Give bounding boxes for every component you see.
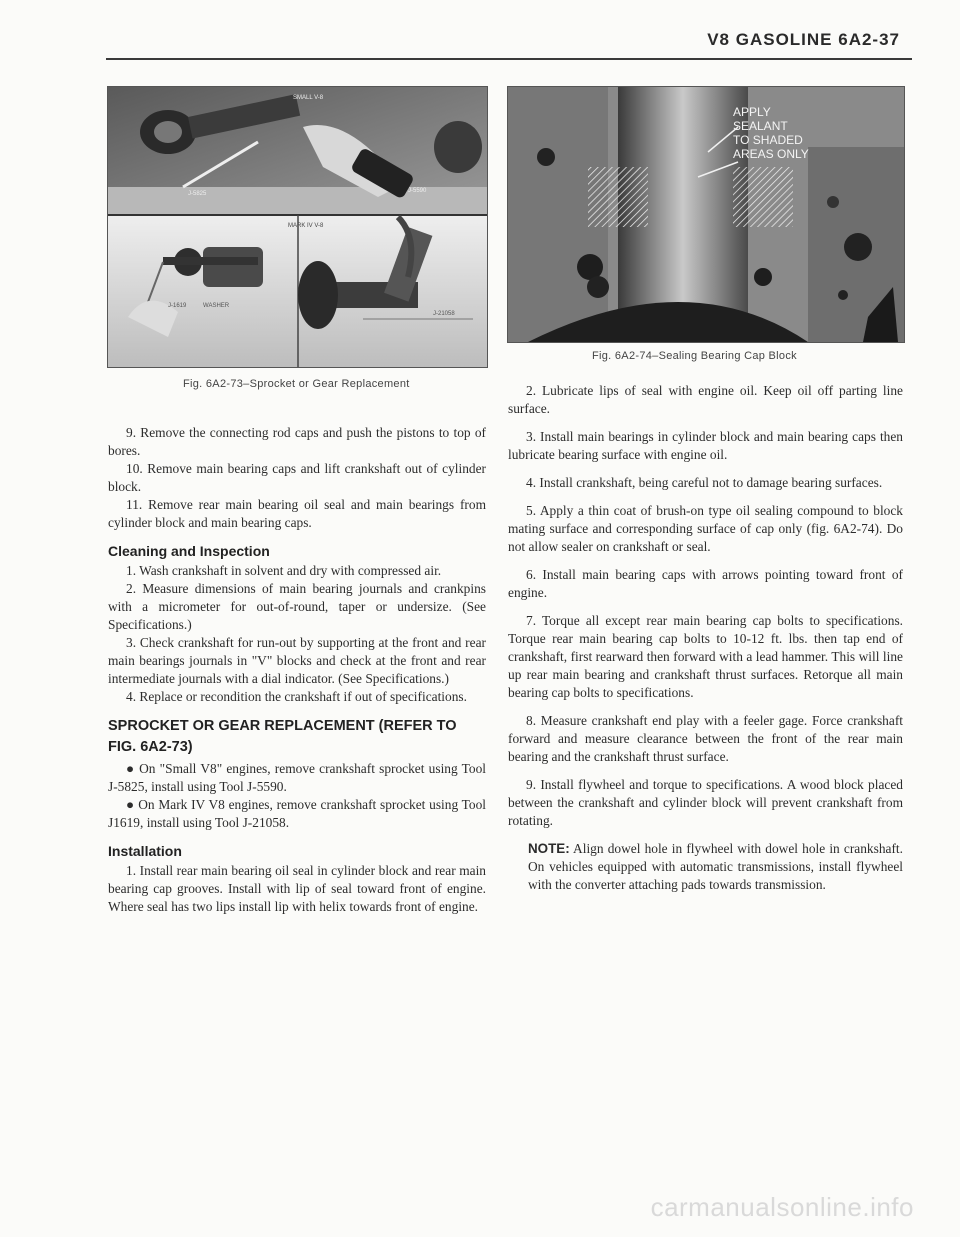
- cleaning-step-2: 2. Measure dimensions of main bearing journals and crankpins with a micrometer for out-of-round, taper or undersize. (See Specifications.): [108, 581, 486, 632]
- install-step-8: 8. Measure crankshaft end play with a feeler gage. Force crankshaft forward and measure clearance between the front of the rear main bearing and the crankshaft thrust surface.: [508, 713, 903, 764]
- cleaning-step-1: 1. Wash crankshaft in solvent and dry with compressed air.: [126, 563, 442, 578]
- label-washer: WASHER: [203, 303, 230, 309]
- callout-line-1: APPLY: [733, 105, 771, 119]
- step-10: 10. Remove main bearing caps and lift crankshaft out of cylinder block.: [108, 461, 486, 494]
- left-column: [108, 424, 486, 916]
- label-j21058: J-21058: [433, 311, 455, 317]
- sprocket-photo: [108, 87, 487, 367]
- running-head: V8 GASOLINE 6A2-37: [707, 30, 900, 49]
- cleaning-step-4: 4. Replace or recondition the crankshaft if out of specifications.: [126, 689, 467, 704]
- install-step-3: 3. Install main bearings in cylinder block and main bearing caps then lubricate bearing surface with engine oil.: [508, 429, 903, 462]
- install-step-2: 2. Lubricate lips of seal with engine oil. Keep oil off parting line surface.: [508, 383, 903, 416]
- install-step-1: 1. Install rear main bearing oil seal in cylinder block and rear main bearing cap grooves. Install with lip of seal toward front of engine. Where seal has two lips install lip with helix towards front of engine.: [108, 863, 486, 914]
- cleaning-step-3: 3. Check crankshaft for run-out by supporting at the front and rear main bearings journals in "V" blocks and check at the front and rear intermediate journals with a dial indicator. (See Specifications.): [108, 635, 486, 686]
- right-column: [508, 382, 903, 894]
- label-j1619: J-1619: [168, 303, 187, 309]
- heading-cleaning-inspection: Cleaning and Inspection: [108, 543, 270, 559]
- callout-line-4: AREAS ONLY: [733, 147, 809, 161]
- figure-74-caption: Fig. 6A2-74–Sealing Bearing Cap Block: [592, 350, 797, 362]
- header-rule: [106, 58, 912, 60]
- label-small-v8: SMALL V-8: [293, 95, 324, 101]
- bearing-cap-photo: [508, 87, 904, 342]
- figure-73-caption: Fig. 6A2-73–Sprocket or Gear Replacement: [183, 378, 410, 390]
- callout-line-2: SEALANT: [733, 119, 788, 133]
- bullet-small-v8: ● On "Small V8" engines, remove crankshaft sprocket using Tool J-5825, install using Tool J-5590.: [108, 761, 486, 794]
- install-step-5: 5. Apply a thin coat of brush-on type oil sealing compound to block mating surface and corresponding surface of cap only (fig. 6A2-74). Do not allow sealer on crankshaft or seal.: [508, 503, 903, 554]
- note-label: NOTE:: [528, 841, 570, 856]
- heading-sprocket-replacement: SPROCKET OR GEAR REPLACEMENT (REFER TO FIG. 6A2-73): [108, 718, 457, 755]
- label-j5825: J-5825: [188, 191, 207, 197]
- step-11: 11. Remove rear main bearing oil seal and main bearings from cylinder block and main bearing caps.: [108, 497, 486, 530]
- heading-installation: Installation: [108, 843, 182, 859]
- figure-sealing-bearing-cap: [507, 86, 905, 343]
- step-9: 9. Remove the connecting rod caps and push the pistons to top of bores.: [108, 425, 486, 458]
- callout-line-3: TO SHADED: [733, 133, 803, 147]
- note-block: [508, 840, 903, 894]
- install-step-6: 6. Install main bearing caps with arrows pointing toward front of engine.: [508, 567, 903, 600]
- sealant-callout: [733, 105, 809, 161]
- label-j5590: J-5590: [408, 188, 427, 194]
- install-step-7: 7. Torque all except rear main bearing cap bolts to specifications. Torque rear main bearing cap bolts to 10-12 ft. lbs. then tap end of crankshaft, first rearward then forward with a lead hammer. This will line up rear main bearing and crankshaft thrust surfaces. Retorque all main bearing cap bolts to specifications.: [508, 613, 903, 700]
- install-step-4: 4. Install crankshaft, being careful not to damage bearing surfaces.: [526, 475, 883, 490]
- figure-sprocket-replacement: [107, 86, 488, 368]
- note-text: Align dowel hole in flywheel with dowel hole in crankshaft. On vehicles equipped with automatic transmissions, install flywheel with the converter attaching pads towards transmission.: [528, 841, 903, 892]
- bullet-mark-iv: ● On Mark IV V8 engines, remove crankshaft sprocket using Tool J1619, install using Tool J-21058.: [108, 797, 486, 830]
- watermark: carmanualsonline.info: [650, 1192, 914, 1222]
- label-mark-iv: MARK IV V-8: [288, 223, 324, 229]
- install-step-9: 9. Install flywheel and torque to specifications. A wood block placed between the crankshaft and cylinder block will prevent crankshaft from rotating.: [508, 777, 903, 828]
